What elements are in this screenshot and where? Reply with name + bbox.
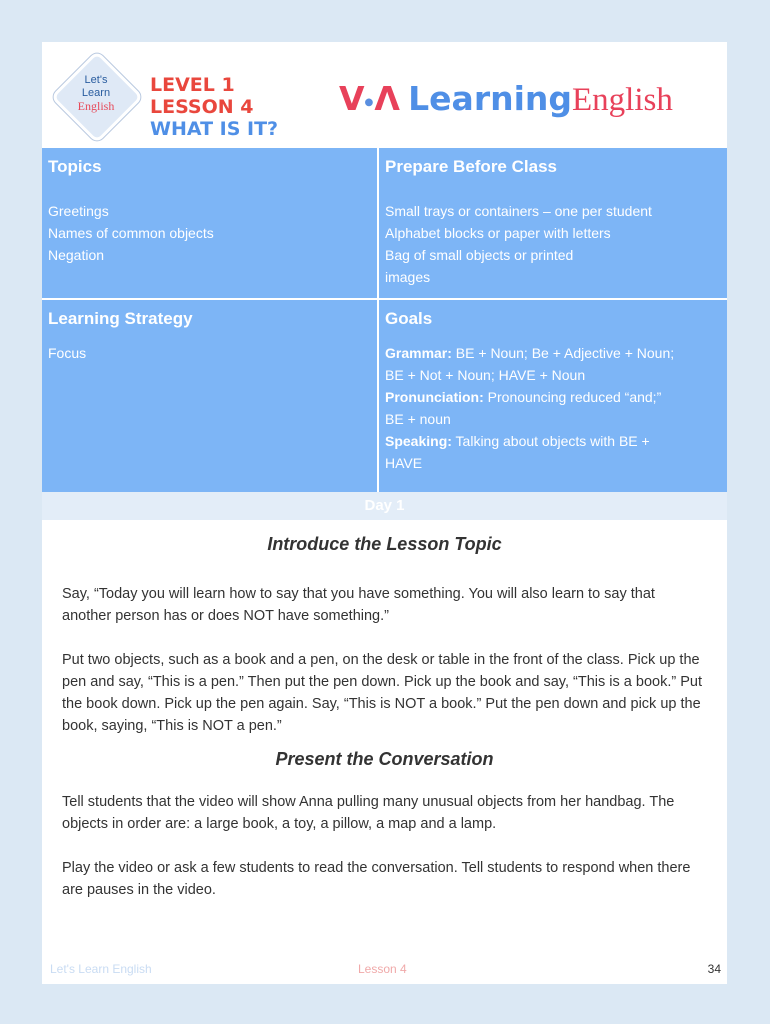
grammar-text: BE + Noun; Be + Adjective + Noun; bbox=[451, 345, 675, 361]
topic-item: Negation bbox=[48, 247, 105, 263]
goals-list bbox=[385, 342, 721, 474]
logo-dot-icon: ● bbox=[363, 91, 375, 112]
badge-line-1: Let's bbox=[84, 74, 108, 86]
lesson-title-block bbox=[150, 74, 278, 140]
goals-cell bbox=[379, 300, 727, 492]
strategy-heading: Learning Strategy bbox=[48, 309, 193, 328]
footer-lesson: Lesson 4 bbox=[358, 962, 407, 976]
strategy-cell bbox=[42, 300, 379, 492]
goal-grammar bbox=[385, 342, 721, 364]
table-row bbox=[42, 298, 727, 492]
page-number: 34 bbox=[707, 962, 721, 976]
topic-item: Names of common objects bbox=[48, 225, 214, 241]
grammar-label: Grammar: bbox=[385, 345, 452, 361]
section-heading: Present the Conversation bbox=[275, 749, 494, 769]
strategy-item: Focus bbox=[48, 345, 87, 361]
paragraph: Play the video or ask a few students to read the conversation. Tell students to respond when there are pauses in the video. bbox=[62, 860, 691, 898]
logo-v: V bbox=[339, 79, 364, 118]
voa-learning-english-logo bbox=[339, 80, 673, 120]
table-row bbox=[42, 148, 727, 298]
badge-line-2: Learn bbox=[81, 87, 111, 99]
paragraph: Tell students that the video will show Anna pulling many unusual objects from her handbag. The objects in order are: a large book, a toy, a pillow, a map and a lamp. bbox=[62, 794, 675, 832]
paragraph: Put two objects, such as a book and a pen, on the desk or table in the front of the class. Pick up the pen and say, “This is a pen.” Then put the pen down. Pick up the book and say, “This is a book.” Put the book down. Pick up the pen again. Say, “This is NOT a book.” Put the pen down and pick up the book, saying, “This is NOT a pen.” bbox=[62, 652, 702, 734]
prepare-item: Bag of small objects or printed bbox=[385, 247, 574, 263]
pronunciation-label: Pronunciation: bbox=[385, 389, 484, 405]
goal-pronunciation bbox=[385, 386, 721, 408]
logo-english: English bbox=[572, 82, 673, 118]
level-label: LEVEL 1 bbox=[150, 74, 235, 96]
goals-heading: Goals bbox=[385, 309, 433, 328]
topics-heading: Topics bbox=[48, 157, 102, 176]
day-banner: Day 1 bbox=[42, 492, 727, 520]
prepare-item: Small trays or containers – one per student bbox=[385, 203, 652, 219]
prepare-cell bbox=[379, 148, 727, 298]
badge-text bbox=[66, 74, 126, 113]
page bbox=[42, 42, 727, 984]
paragraph: Say, “Today you will learn how to say that you have something. You will also learn to say that another person has or does NOT have something.” bbox=[62, 586, 655, 624]
footer-course: Let's Learn English bbox=[50, 962, 152, 976]
goal-speaking-cont: HAVE bbox=[385, 455, 423, 471]
goal-speaking bbox=[385, 430, 721, 452]
speaking-text: Talking about objects with BE + bbox=[451, 433, 650, 449]
lesson-label: LESSON 4 bbox=[150, 96, 254, 118]
topic-item: Greetings bbox=[48, 203, 109, 219]
prepare-heading: Prepare Before Class bbox=[385, 157, 557, 176]
logo-a: Λ bbox=[374, 79, 399, 118]
goal-grammar-cont: BE + Not + Noun; HAVE + Noun bbox=[385, 367, 586, 383]
speaking-label: Speaking: bbox=[385, 433, 452, 449]
logo-learning: Learning bbox=[408, 79, 573, 118]
lesson-title: WHAT IS IT? bbox=[150, 118, 279, 140]
prepare-item: Alphabet blocks or paper with letters bbox=[385, 225, 611, 241]
page-footer bbox=[42, 962, 727, 982]
lesson-header bbox=[42, 42, 727, 148]
lesson-overview-table bbox=[42, 148, 727, 492]
goal-pronunciation-cont: BE + noun bbox=[385, 411, 451, 427]
topics-cell bbox=[42, 148, 379, 298]
section-heading: Introduce the Lesson Topic bbox=[267, 534, 502, 554]
badge-line-3: English bbox=[77, 99, 115, 113]
prepare-item: images bbox=[385, 269, 431, 285]
pronunciation-text: Pronouncing reduced “and;” bbox=[483, 389, 662, 405]
